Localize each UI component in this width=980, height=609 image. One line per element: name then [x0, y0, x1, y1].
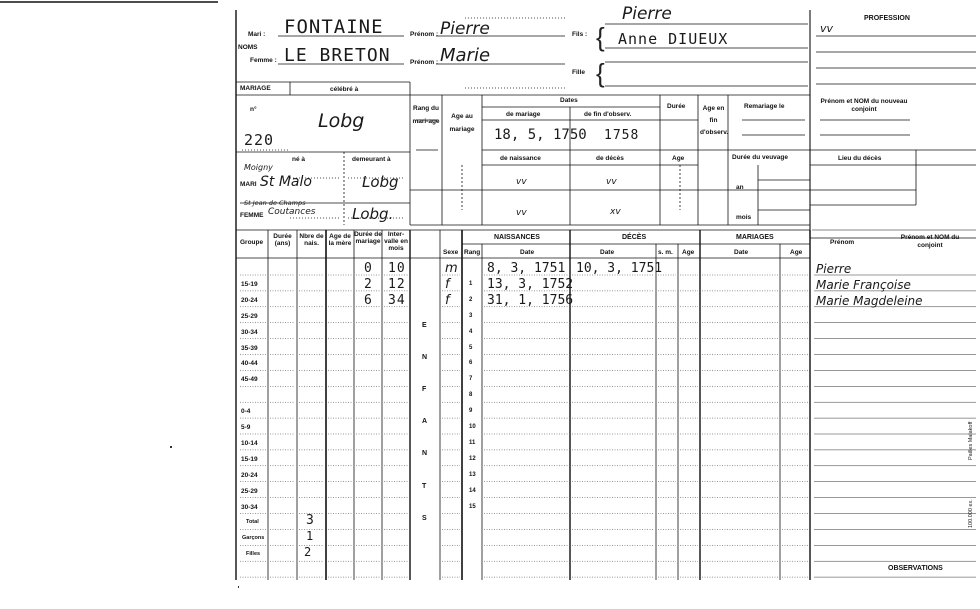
age-group-label: 15-19	[241, 455, 258, 463]
femme-residence: Lobg.	[352, 205, 394, 223]
wife-firstname: Marie	[440, 45, 491, 66]
ne-a-label: né à	[292, 156, 306, 163]
child-intervalle: 10	[388, 261, 406, 276]
mari-residence: Lobg	[362, 173, 399, 191]
femme-naissance: vv	[516, 208, 527, 218]
rank-number: 1	[469, 280, 473, 287]
child-naissance-date: 8, 3, 1751	[487, 261, 566, 276]
child-naissance-date: 31, 1, 1756	[487, 292, 574, 308]
rank-number: 5	[469, 344, 473, 351]
side-text-copies: 100.000 ex.	[968, 499, 974, 528]
age-group-label: 10-14	[241, 439, 258, 447]
femme-row-label: FEMME	[240, 212, 264, 219]
prenom-nom-conjoint-label: Prénom et NOM du conjoint	[900, 234, 960, 249]
rang-label: Rang	[464, 249, 481, 256]
age-group-label: 25-29	[241, 312, 258, 320]
fils-father: Pierre	[622, 4, 672, 24]
filles-label: Filles	[246, 551, 261, 558]
child-prenom: Marie Magdeleine	[816, 293, 923, 308]
wife-surname: LE BRETON	[284, 45, 391, 66]
enfants-letter: N	[422, 354, 428, 361]
age-group-label: 25-29	[241, 487, 258, 495]
prenom-label-husband: Prénom :	[410, 31, 439, 38]
femme-deces: xv	[610, 207, 621, 217]
child-duree-mariage: 6	[364, 292, 373, 308]
age-group-label: 20-24	[241, 296, 258, 304]
sm-label: s. m.	[658, 249, 673, 256]
age-mere-label: Age de la mère	[328, 233, 352, 247]
enfants-letter: T	[422, 483, 427, 490]
profession-label: PROFESSION	[864, 15, 910, 22]
mariage-place: Lobg	[318, 110, 365, 132]
enfants-letter: S	[422, 515, 427, 522]
child-sexe: m	[445, 261, 458, 276]
duree-label: Durée	[667, 103, 686, 110]
fils-mother: Anne DIUEUX	[618, 30, 729, 48]
husband-surname: FONTAINE	[284, 16, 384, 38]
nouveau-conjoint-label: Prénom et NOM du nouveau conjoint	[820, 98, 908, 113]
child-prenom: Pierre	[816, 262, 852, 276]
age-group-label: 35-39	[241, 344, 258, 352]
fille-brace: {	[596, 58, 605, 88]
age-group-label: 45-49	[241, 376, 258, 384]
enfants-letter: N	[422, 450, 428, 457]
rang-mariage-label: Rang du mari-age	[412, 105, 440, 125]
date-mariage: 18, 5, 1750	[494, 127, 587, 143]
de-mariage-label: de mariage	[506, 111, 541, 118]
rank-number: 7	[469, 376, 473, 383]
lieu-deces-label: Lieu du décès	[838, 155, 882, 162]
total-label: Total	[246, 519, 259, 526]
no-label: n°	[250, 106, 257, 113]
fils-brace: {	[596, 22, 605, 52]
rank-number: 12	[469, 455, 476, 462]
age-group-label: 40-44	[241, 360, 258, 368]
rank-number: 10	[469, 424, 476, 430]
mariages-date-label: Date	[734, 249, 749, 256]
de-deces-label: de décès	[596, 155, 624, 162]
age-group-label: 20-24	[241, 471, 258, 479]
de-naissance-label: de naissance	[500, 155, 541, 162]
prenom-label-wife: Prénom :	[410, 59, 439, 66]
naissances-label: NAISSANCES	[494, 234, 540, 241]
demeurant-label: demeurant à	[352, 156, 391, 163]
rank-number: 3	[469, 312, 473, 319]
femme-birth-note: St Jean de Champs	[244, 199, 306, 207]
observations-label: OBSERVATIONS	[888, 565, 943, 572]
child-duree-mariage: 2	[364, 276, 373, 292]
rank-number: 4	[469, 328, 473, 335]
deces-date-label: Date	[600, 249, 615, 256]
mari-birth-note: Moigny	[244, 163, 273, 172]
child-sexe: f	[445, 276, 450, 292]
age-au-mariage-label: Age au mariage	[449, 113, 475, 133]
garcons-value: 1	[306, 529, 315, 544]
deces-label: DÉCÈS	[622, 234, 647, 241]
remariage-label: Remariage le	[744, 103, 785, 110]
mari-label: Mari :	[248, 31, 266, 38]
filles-value: 2	[304, 545, 313, 560]
rank-number: 14	[469, 487, 476, 494]
scan-speck	[170, 446, 172, 448]
age-group-label: 5-9	[241, 424, 251, 431]
enfants-letter: A	[422, 418, 428, 425]
rank-number: 9	[469, 408, 473, 415]
mois-label: mois	[736, 214, 752, 221]
rank-number: 6	[469, 360, 473, 367]
duree-mariage-label: Durée de mariage	[354, 231, 382, 245]
mari-birthplace: St Malo	[260, 174, 312, 190]
rank-number: 8	[469, 392, 473, 399]
mari-row-label: MARI	[240, 181, 257, 188]
age-en-fin-label: Age en fin d'observ.	[700, 105, 729, 136]
age-label: Age	[672, 155, 685, 162]
rank-number: 2	[469, 296, 473, 303]
enfants-letter: F	[422, 386, 427, 393]
child-deces-date: 10, 3, 1751	[576, 261, 663, 276]
garcons-label: Garçons	[242, 535, 265, 542]
mariage-label: MARIAGE	[240, 85, 271, 92]
mari-deces: vv	[606, 177, 617, 187]
age-group-label: 0-4	[241, 408, 251, 416]
femme-birthplace: Coutances	[268, 207, 316, 217]
child-naissance-date: 13, 3, 1752	[487, 276, 574, 292]
groupe-label: Groupe	[240, 239, 264, 246]
rank-number: 15	[469, 503, 476, 510]
fils-label: Fils :	[572, 31, 588, 38]
rank-number: 13	[469, 471, 476, 478]
duree-ans-label: Durée (ans)	[273, 233, 292, 247]
mariage-number: 220	[244, 131, 275, 149]
femme-label: Femme :	[250, 57, 277, 64]
husband-firstname: Pierre	[440, 19, 490, 39]
scan-speck-2	[238, 586, 239, 588]
total-value: 3	[306, 513, 315, 529]
profession-value: vv	[820, 22, 834, 35]
nbre-naiss-label: Nbre de nais.	[299, 233, 324, 247]
prenom-label: Prénom	[830, 239, 855, 246]
child-sexe: f	[445, 292, 450, 308]
age-group-label: 30-34	[241, 503, 258, 511]
side-text-printer: Pailles Malakoff	[968, 421, 974, 460]
dates-label: Dates	[560, 97, 578, 104]
rank-number: 11	[469, 439, 476, 446]
child-intervalle: 34	[388, 292, 406, 308]
child-prenom: Marie Françoise	[816, 277, 911, 292]
child-intervalle: 12	[388, 276, 406, 292]
intervalle-label: Inter-valle en mois	[384, 231, 408, 252]
celebre-label: célébré à	[330, 86, 359, 93]
de-fin-label: de fin d'observ.	[584, 111, 632, 118]
age-group-label: 15-19	[241, 280, 258, 288]
sexe-label: Sexe	[443, 249, 459, 256]
age-group-label: 30-34	[241, 328, 258, 336]
mariages-label: MARIAGES	[736, 234, 774, 241]
child-duree-mariage: 0	[364, 261, 373, 276]
enfants-letter: E	[422, 322, 427, 329]
naissances-date-label: Date	[520, 249, 535, 256]
duree-veuvage-label: Durée du veuvage	[732, 154, 788, 161]
date-fin: 1758	[604, 128, 640, 143]
en-label: an	[736, 184, 744, 191]
mariages-age-label: Age	[790, 249, 803, 256]
mari-naissance: vv	[516, 177, 527, 187]
fille-label: Fille	[572, 69, 586, 76]
noms-label: NOMS	[238, 44, 258, 51]
deces-age-label: Age	[682, 249, 695, 256]
